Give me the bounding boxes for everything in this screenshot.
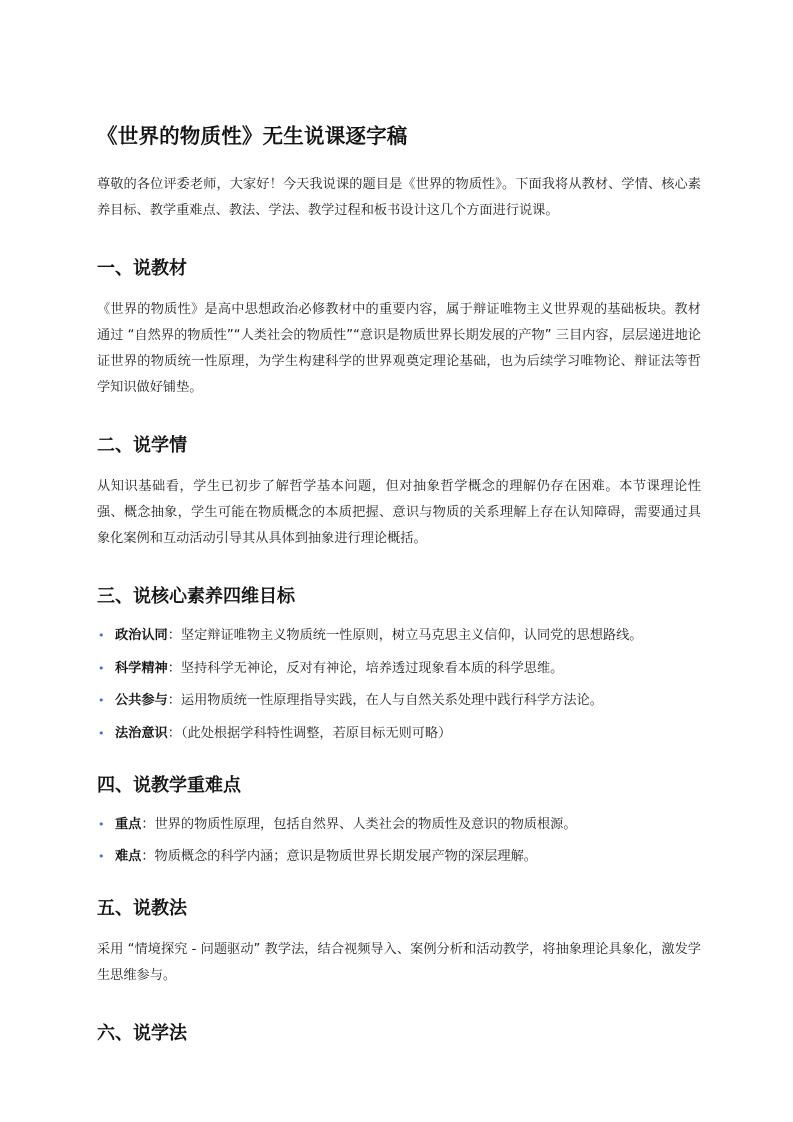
- bullet-icon: •: [98, 661, 105, 675]
- document-title: 《世界的物质性》无生说课逐字稿: [97, 124, 408, 148]
- list-item-text: ：（此处根据学科特性调整，若原目标无则可略）: [167, 725, 452, 741]
- list-item: [97, 846, 701, 868]
- list-item: [97, 690, 701, 712]
- section-text-students: 从知识基础看，学生已初步了解哲学基本问题，但对抽象哲学概念的理解仍存在困难。本节课理论性强、概念抽象，学生可能在物质概念的本质把握、意识与物质的关系理解上存在认知障碍，需要通过具象化案例和互动活动引导其从具体到抽象进行理论概括。: [97, 479, 701, 546]
- list-item-text: ：世界的物质性原理，包括自然界、人类社会的物质性及意识的物质根源。: [141, 816, 577, 832]
- list-item-label: 法治意识: [115, 725, 168, 741]
- list-item: [97, 658, 701, 680]
- bullet-icon: •: [98, 629, 105, 642]
- goals-list: [97, 625, 701, 745]
- intro-paragraph: 尊敬的各位评委老师，大家好！今天我说课的题目是《世界的物质性》。下面我将从教材、学情、核心素养目标、教学重难点、教法、学法、教学过程和板书设计这几个方面进行说课。: [97, 177, 701, 218]
- list-item-label: 难点: [115, 849, 142, 864]
- list-item: [97, 723, 701, 745]
- bullet-icon: •: [98, 694, 105, 707]
- list-item-label: 公共参与: [115, 693, 168, 708]
- section-heading-textbook: 一、说教材: [97, 258, 187, 279]
- section-heading-key-points: 四、说教学重难点: [97, 774, 241, 796]
- section-text-teaching-method: 采用 “情境探究 - 问题驱动” 教学法，结合视频导入、案例分析和活动教学，将抽象理论具象化，激发学生思维参与。: [97, 942, 701, 983]
- section-heading-goals: 三、说核心素养四维目标: [97, 586, 295, 607]
- list-item-label: 政治认同: [115, 628, 168, 643]
- list-item-label: 重点: [115, 816, 142, 832]
- bullet-icon: •: [98, 726, 105, 740]
- section-text-textbook: 《世界的物质性》是高中思想政治必修教材中的重要内容，属于辩证唯物主义世界观的基础板块。教材通过 “自然界的物质性”“人类社会的物质性”“意识是物质世界长期发展的产物” 三目内容，层层递进地论证世界的物质统一性原理，为学生构建科学的世界观奠定理论基础，也为后续学习唯物论、辩证法等哲学知识做好铺垫。: [97, 302, 701, 395]
- list-item-text: ：运用物质统一性原理指导实践，在人与自然关系处理中践行科学方法论。: [167, 693, 603, 708]
- section-heading-teaching-method: 五、说教法: [97, 898, 187, 919]
- document-page: [97, 120, 701, 1062]
- list-item-text: ：坚定辩证唯物主义物质统一性原则，树立马克思主义信仰，认同党的思想路线。: [167, 628, 643, 643]
- bullet-icon: •: [98, 817, 105, 831]
- section-heading-students: 二、说学情: [97, 435, 187, 456]
- list-item-text: ：坚持科学无神论，反对有神论，培养透过现象看本质的科学思维。: [167, 660, 564, 676]
- list-item: [97, 625, 701, 647]
- list-item: [97, 814, 701, 836]
- section-heading-learning-method: 六、说学法: [97, 1023, 187, 1044]
- key-points-list: [97, 814, 701, 869]
- list-item-text: ：物质概念的科学内涵；意识是物质世界长期发展产物的深层理解。: [141, 849, 537, 864]
- bullet-icon: •: [98, 850, 105, 863]
- list-item-label: 科学精神: [115, 660, 168, 676]
